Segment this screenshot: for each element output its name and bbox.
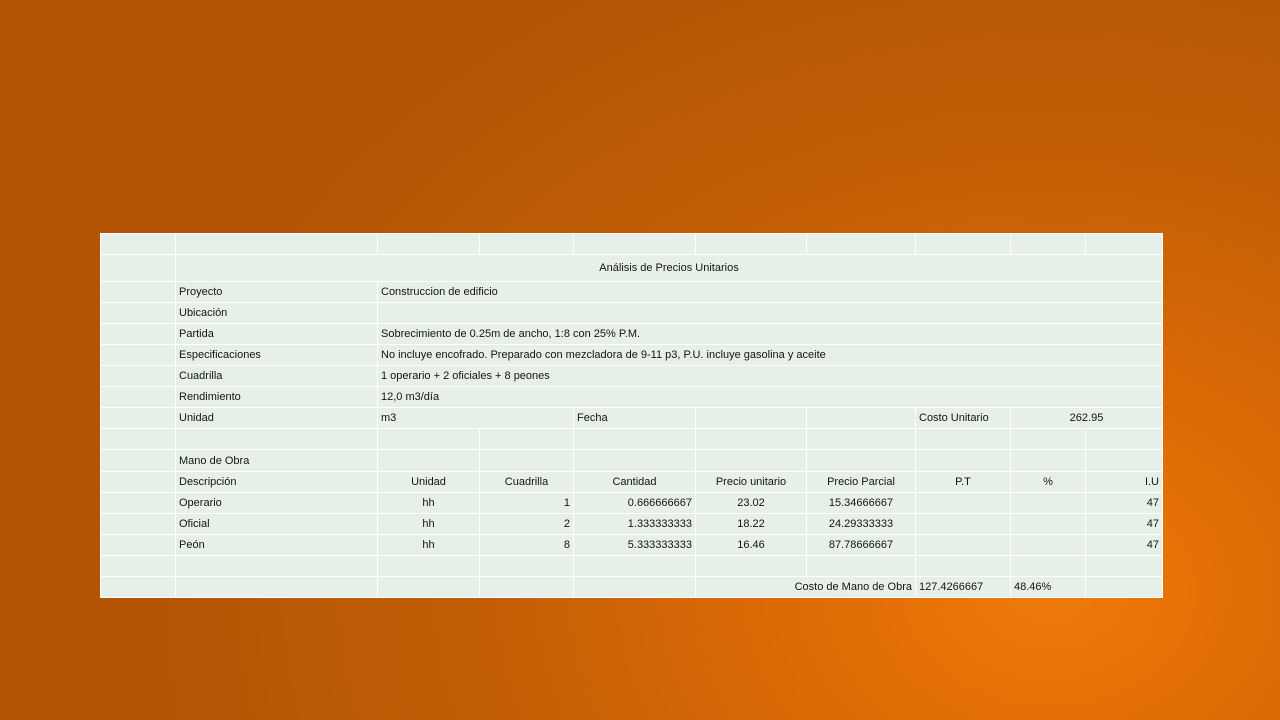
unidad-row xyxy=(101,408,1163,429)
cell-descripcion: Peón xyxy=(176,534,378,555)
cell-unidad: hh xyxy=(378,534,480,555)
title-row xyxy=(101,255,1163,282)
cell-descripcion: Operario xyxy=(176,492,378,513)
ubicacion-row xyxy=(101,303,1163,324)
cell-precio-unitario: 16.46 xyxy=(696,534,807,555)
table-row xyxy=(101,534,1163,555)
column-header-percent: % xyxy=(1011,471,1086,492)
especificaciones-label: Especificaciones xyxy=(176,345,378,366)
costo-unitario-label: Costo Unitario xyxy=(916,408,1011,429)
column-header-unidad: Unidad xyxy=(378,471,480,492)
rendimiento-row xyxy=(101,387,1163,408)
table-row xyxy=(101,492,1163,513)
rendimiento-value: 12,0 m3/día xyxy=(378,387,1163,408)
cell-cantidad: 1.333333333 xyxy=(574,513,696,534)
unidad-label: Unidad xyxy=(176,408,378,429)
fecha-value xyxy=(696,408,807,429)
blank-row xyxy=(101,429,1163,450)
cell-precio-unitario: 18.22 xyxy=(696,513,807,534)
cell-unidad: hh xyxy=(378,492,480,513)
column-header-cantidad: Cantidad xyxy=(574,471,696,492)
proyecto-label: Proyecto xyxy=(176,282,378,303)
column-header-cuadrilla: Cuadrilla xyxy=(480,471,574,492)
section-label: Mano de Obra xyxy=(176,450,378,471)
total-row xyxy=(101,576,1163,597)
column-header-descripcion: Descripción xyxy=(176,471,378,492)
fecha-label: Fecha xyxy=(574,408,696,429)
partida-label: Partida xyxy=(176,324,378,345)
cell-iu: 47 xyxy=(1086,513,1163,534)
ubicacion-value xyxy=(378,303,1163,324)
proyecto-value: Construccion de edificio xyxy=(378,282,1163,303)
table-row xyxy=(101,513,1163,534)
costo-unitario-value: 262.95 xyxy=(1011,408,1163,429)
cell-iu: 47 xyxy=(1086,492,1163,513)
cell-precio-parcial: 15.34666667 xyxy=(807,492,916,513)
cell-cuadrilla: 2 xyxy=(480,513,574,534)
especificaciones-value: No incluye encofrado. Preparado con mezcladora de 9-11 p3, P.U. incluye gasolina y aceite xyxy=(378,345,1163,366)
rendimiento-label: Rendimiento xyxy=(176,387,378,408)
cell-percent xyxy=(1011,534,1086,555)
partida-row xyxy=(101,324,1163,345)
cell-iu: 47 xyxy=(1086,534,1163,555)
cell-precio-unitario: 23.02 xyxy=(696,492,807,513)
unidad-value: m3 xyxy=(378,408,574,429)
partida-value: Sobrecimiento de 0.25m de ancho, 1:8 con 25% P.M. xyxy=(378,324,1163,345)
total-value: 127.4266667 xyxy=(916,576,1011,597)
cell-percent xyxy=(1011,513,1086,534)
cell-pt xyxy=(916,513,1011,534)
cell-cuadrilla: 8 xyxy=(480,534,574,555)
cell-cuadrilla: 1 xyxy=(480,492,574,513)
column-header-pt: P.T xyxy=(916,471,1011,492)
blank-row xyxy=(101,555,1163,576)
column-header-iu: I.U xyxy=(1086,471,1163,492)
cell-pt xyxy=(916,534,1011,555)
total-percent: 48.46% xyxy=(1011,576,1086,597)
cuadrilla-value: 1 operario + 2 oficiales + 8 peones xyxy=(378,366,1163,387)
cuadrilla-label: Cuadrilla xyxy=(176,366,378,387)
cell-precio-parcial: 24.29333333 xyxy=(807,513,916,534)
table-title: Análisis de Precios Unitarios xyxy=(176,255,1163,282)
column-header-precio-parcial: Precio Parcial xyxy=(807,471,916,492)
especificaciones-row xyxy=(101,345,1163,366)
cuadrilla-row xyxy=(101,366,1163,387)
blank-row xyxy=(101,234,1163,255)
total-label: Costo de Mano de Obra xyxy=(696,576,916,597)
cell-unidad: hh xyxy=(378,513,480,534)
cell-cantidad: 5.333333333 xyxy=(574,534,696,555)
cell-cantidad: 0.666666667 xyxy=(574,492,696,513)
cell-pt xyxy=(916,492,1011,513)
column-header-row xyxy=(101,471,1163,492)
ubicacion-label: Ubicación xyxy=(176,303,378,324)
proyecto-row xyxy=(101,282,1163,303)
cell-descripcion: Oficial xyxy=(176,513,378,534)
column-header-precio-unitario: Precio unitario xyxy=(696,471,807,492)
unit-price-analysis-table xyxy=(100,233,1163,598)
section-row xyxy=(101,450,1163,471)
cell-percent xyxy=(1011,492,1086,513)
cell-precio-parcial: 87.78666667 xyxy=(807,534,916,555)
